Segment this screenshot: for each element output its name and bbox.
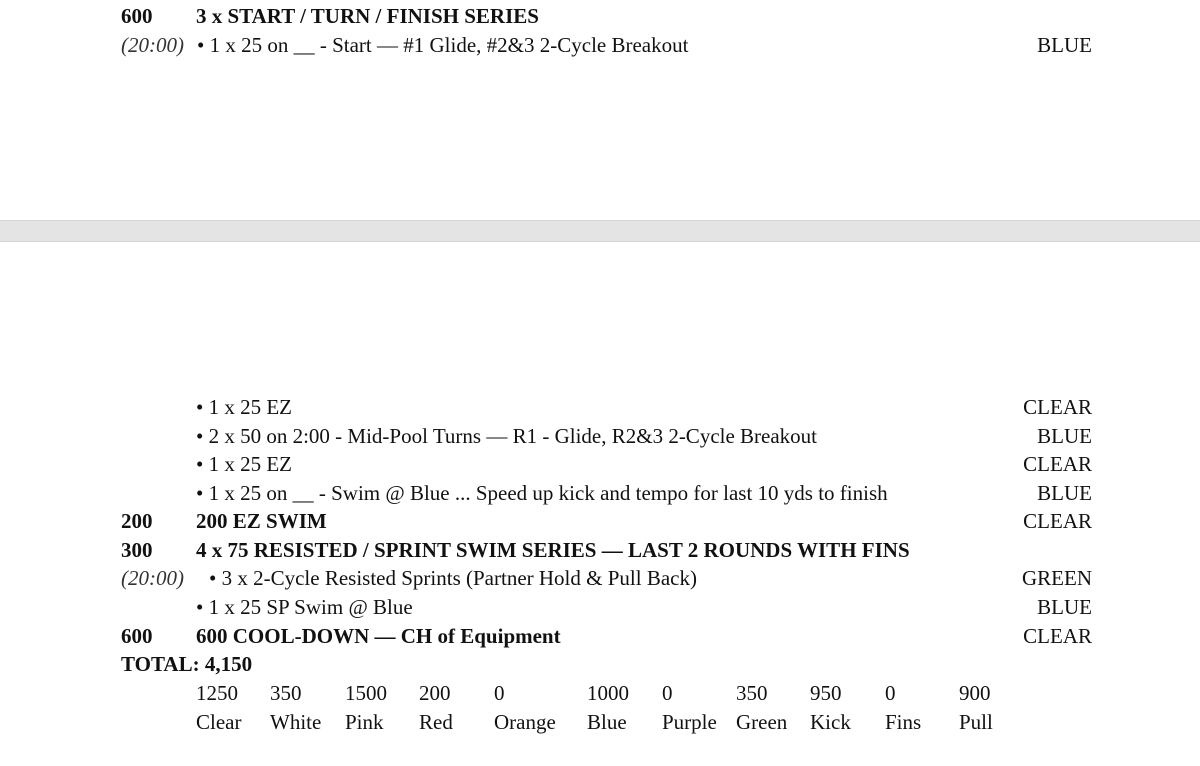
workout-total: TOTAL: 4,150 [121, 652, 253, 676]
set-line-color: GREEN [1022, 566, 1092, 590]
summary-label: Clear [196, 710, 242, 734]
set-line-color: BLUE [1037, 33, 1092, 57]
set-heading-row [0, 2, 1200, 30]
summary-value: 900 [959, 681, 991, 705]
set-title: 200 EZ SWIM [196, 509, 327, 533]
set-title: 600 COOL-DOWN — CH of Equipment [196, 624, 561, 648]
summary-label: Orange [494, 710, 556, 734]
set-line-text: • 1 x 25 SP Swim @ Blue [196, 595, 413, 619]
set-heading-row [0, 507, 1200, 535]
set-line [0, 564, 1200, 592]
set-line [0, 450, 1200, 478]
set-line [0, 31, 1200, 59]
summary-label: Red [419, 710, 453, 734]
set-line-color: BLUE [1037, 481, 1092, 505]
set-yardage: 300 [121, 538, 153, 562]
set-line [0, 593, 1200, 621]
set-line-color: CLEAR [1023, 452, 1092, 476]
summary-value: 0 [662, 681, 673, 705]
set-line-text: • 1 x 25 EZ [196, 452, 293, 476]
set-title: 4 x 75 RESISTED / SPRINT SWIM SERIES — LAST 2 ROUNDS WITH FINS [196, 538, 910, 562]
set-line-text: • 1 x 25 on __ - Start — #1 Glide, #2&3 2-Cycle Breakout [197, 33, 689, 57]
document-page-bottom [0, 242, 1200, 766]
summary-value: 1500 [345, 681, 387, 705]
summary-value: 0 [885, 681, 896, 705]
set-line-color: BLUE [1037, 424, 1092, 448]
summary-label: Kick [810, 710, 851, 734]
set-line-text: • 1 x 25 EZ [196, 395, 293, 419]
set-yardage: 200 [121, 509, 153, 533]
summary-label: Fins [885, 710, 922, 734]
set-line-text: • 1 x 25 on __ - Swim @ Blue ... Speed up kick and tempo for last 10 yds to finish [196, 481, 888, 505]
set-interval: (20:00) [121, 566, 184, 590]
set-line-text: • 3 x 2-Cycle Resisted Sprints (Partner Hold & Pull Back) [209, 566, 697, 590]
set-line-text: • 2 x 50 on 2:00 - Mid-Pool Turns — R1 - Glide, R2&3 2-Cycle Breakout [196, 424, 818, 448]
summary-label: White [270, 710, 322, 734]
summary-label: Purple [662, 710, 717, 734]
set-line-color: BLUE [1037, 595, 1092, 619]
summary-label: Green [736, 710, 788, 734]
set-line-color: CLEAR [1023, 624, 1092, 648]
summary-label: Pull [959, 710, 993, 734]
summary-value: 350 [270, 681, 302, 705]
summary-value: 350 [736, 681, 768, 705]
summary-value: 1000 [587, 681, 629, 705]
set-interval: (20:00) [121, 33, 184, 57]
summary-value: 0 [494, 681, 505, 705]
document-page-top [0, 0, 1200, 220]
summary-value: 950 [810, 681, 842, 705]
set-yardage: 600 [121, 624, 153, 648]
set-yardage: 600 [121, 4, 153, 28]
set-line-color: CLEAR [1023, 395, 1092, 419]
set-title: 3 x START / TURN / FINISH SERIES [196, 4, 539, 28]
set-line [0, 422, 1200, 450]
page-separator [0, 220, 1200, 242]
set-heading-row [0, 536, 1200, 564]
summary-label: Pink [345, 710, 384, 734]
total-row [0, 650, 1200, 678]
set-line [0, 479, 1200, 507]
set-line-color: CLEAR [1023, 509, 1092, 533]
summary-label: Blue [587, 710, 627, 734]
summary-value: 200 [419, 681, 451, 705]
set-heading-row [0, 622, 1200, 650]
set-line [0, 393, 1200, 421]
summary-value: 1250 [196, 681, 238, 705]
